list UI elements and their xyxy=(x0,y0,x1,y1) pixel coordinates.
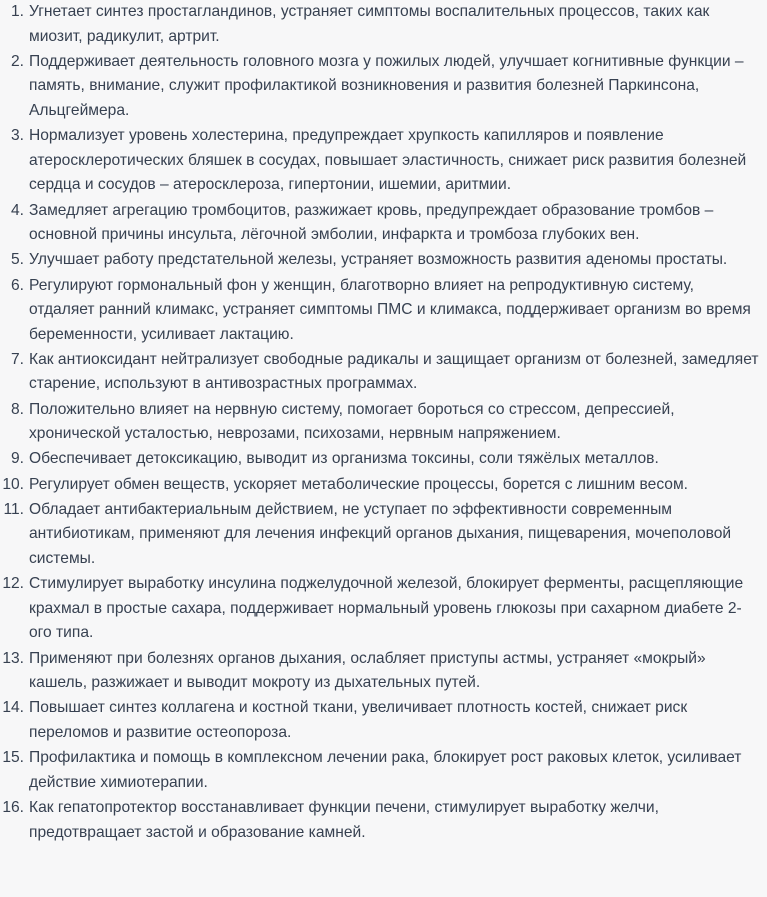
item-text: Стимулирует выработку инсулина поджелудочной железой, блокирует ферменты, расщепляющие крахмал в простые сахара, поддерживает нормальный уровень глюкозы при сахарном диабете 2-ого типа. xyxy=(29,575,744,642)
item-number: 4. xyxy=(10,201,24,219)
item-text: Как гепатопротектор восстанавливает функции печени, стимулирует выработку желчи, предотвращает застой и образование камней. xyxy=(29,798,659,841)
item-text: Нормализует уровень холестерина, предупреждает хрупкость капилляров и появление атеросклеротических бляшек в сосудах, повышает эластичность, снижает риск развития болезней сердца и сосудов – атеросклероза, гипертонии, ишемии, аритмии. xyxy=(29,127,747,194)
list-item xyxy=(0,796,759,845)
item-number: 11. xyxy=(3,500,24,518)
item-text: Угнетает синтез простагландинов, устраняет симптомы воспалительных процессов, таких как миозит, радикулит, артрит. xyxy=(29,3,710,45)
item-text: Регулирует обмен веществ, ускоряет метаболические процессы, борется с лишним весом. xyxy=(29,475,689,493)
item-number: 14. xyxy=(2,699,24,717)
item-number: 6. xyxy=(10,276,24,294)
item-text: Регулируют гормональный фон у женщин, благотворно влияет на репродуктивную систему, отдаляет ранний климакс, устраняет симптомы ПМС и климакса, поддерживает организм во время беременности, усиливает лактацию. xyxy=(29,276,751,343)
list-item xyxy=(0,498,759,572)
list-item xyxy=(0,398,759,447)
item-text: Улучшает работу предстательной железы, устраняет возможность развития аденомы простаты. xyxy=(29,251,728,269)
item-number: 12. xyxy=(2,575,24,593)
item-number: 9. xyxy=(10,450,24,468)
item-number: 2. xyxy=(10,52,24,70)
list-item xyxy=(0,473,759,498)
list-item xyxy=(0,447,759,472)
item-number: 8. xyxy=(10,400,24,418)
list-item xyxy=(0,647,759,696)
list-item xyxy=(0,696,759,745)
item-text: Положительно влияет на нервную систему, помогает бороться со стрессом, депрессией, хронической усталостью, неврозами, психозами, нервным напряжением. xyxy=(29,400,675,443)
item-number: 15. xyxy=(2,749,24,767)
item-number: 5. xyxy=(10,251,24,269)
item-text: Обладает антибактериальным действием, не уступает по эффективности современным антибиотикам, применяют для лечения инфекций органов дыхания, пищеварения, мочеполовой системы. xyxy=(29,500,732,567)
item-text: Профилактика и помощь в комплексном лечении рака, блокирует рост раковых клеток, усиливает действие химиотерапии. xyxy=(29,749,742,791)
list-item xyxy=(0,572,759,646)
list-item xyxy=(0,248,759,273)
item-number: 3. xyxy=(10,127,24,145)
list-item xyxy=(0,199,759,248)
item-number: 10. xyxy=(2,475,24,493)
list-item xyxy=(0,50,759,124)
list-item xyxy=(0,274,759,348)
item-text: Поддерживает деятельность головного мозга у пожилых людей, улучшает когнитивные функции – память, внимание, служит профилактикой возникновения и развития болезней Паркинсона, Альцгеймера. xyxy=(29,52,744,119)
list-item xyxy=(0,348,759,397)
item-text: Как антиоксидант нейтрализует свободные радикалы и защищает организм от болезней, замедляет старение, используют в антивозрастных программах. xyxy=(29,350,759,393)
list-item xyxy=(0,0,759,49)
item-text: Применяют при болезнях органов дыхания, ослабляет приступы астмы, устраняет «мокрый» кашель, разжижает и выводит мокроту из дыхательных путей. xyxy=(29,649,706,692)
item-number: 7. xyxy=(10,350,24,368)
item-text: Повышает синтез коллагена и костной ткани, увеличивает плотность костей, снижает риск переломов и развитие остеопороза. xyxy=(29,699,688,741)
item-text: Обеспечивает детоксикацию, выводит из организма токсины, соли тяжёлых металлов. xyxy=(29,450,659,468)
item-number: 16. xyxy=(2,798,24,816)
item-number: 13. xyxy=(2,649,24,667)
list-item xyxy=(0,746,759,795)
item-text: Замедляет агрегацию тромбоцитов, разжижает кровь, предупреждает образование тромбов – основной причины инсульта, лёгочной эмболии, инфаркта и тромбоза глубоких вен. xyxy=(29,201,714,244)
item-number: 1. xyxy=(10,3,24,20)
list-item xyxy=(0,124,759,198)
